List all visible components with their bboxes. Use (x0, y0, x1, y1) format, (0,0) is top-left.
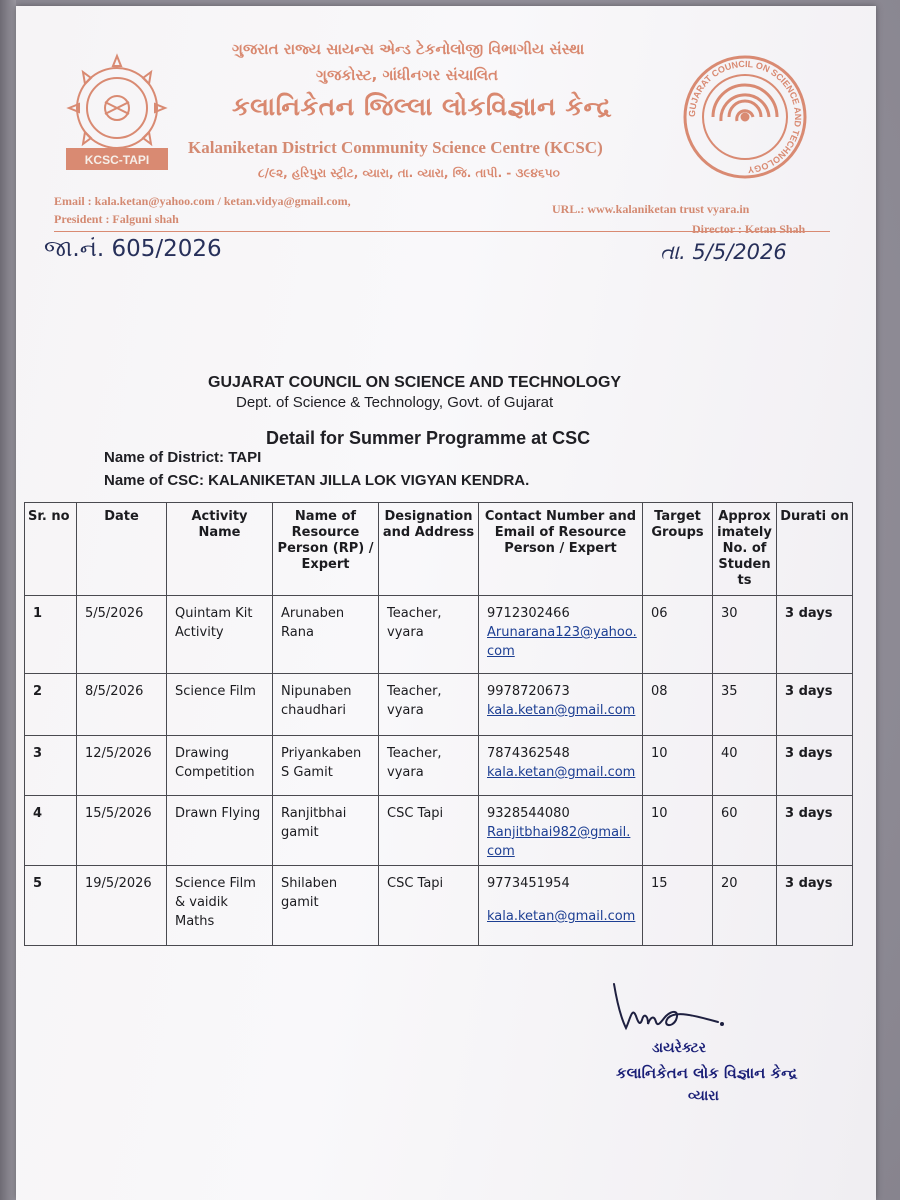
cell-phone: 9773451954 (487, 876, 570, 891)
cell-sr: 3 (25, 736, 77, 796)
letter-date: તા. 5/5/2026 (660, 240, 787, 264)
cell-contact (479, 796, 643, 866)
page-title: Detail for Summer Programme at CSC (266, 428, 591, 448)
table-row (25, 736, 853, 796)
cell-duration: 3 days (777, 796, 853, 866)
cell-sr: 5 (25, 866, 77, 946)
cell-date: 19/5/2026 (77, 866, 167, 946)
cell-designation: CSC Tapi (379, 796, 479, 866)
cell-designation: Teacher, vyara (379, 596, 479, 674)
background-edge (0, 0, 16, 1200)
letterhead-line-2: ગુજકોસ્ટ, ગાંધીનગર સંચાલિત (316, 66, 499, 84)
svg-text:KCSC-TAPI: KCSC-TAPI (84, 153, 150, 167)
cell-contact (479, 674, 643, 736)
stamp-place: વ્યારા (688, 1088, 719, 1104)
cell-date: 8/5/2026 (77, 674, 167, 736)
cell-contact (479, 866, 643, 946)
letterhead-president: President : Falguni shah (54, 212, 179, 226)
email-link[interactable]: kala.ketan@gmail.com (487, 703, 636, 718)
cell-sr: 4 (25, 796, 77, 866)
cell-target: 06 (643, 596, 713, 674)
dept-name: Dept. of Science & Technology, Govt. of Gujarat (236, 394, 554, 411)
column-header-activity: Activity Name (167, 503, 273, 596)
letterhead-english-name: Kalaniketan District Community Science Centre (KCSC) (188, 138, 603, 157)
cell-target: 08 (643, 674, 713, 736)
letterhead-email: Email : kala.ketan@yahoo.com / ketan.vidya@gmail.com, (54, 194, 351, 208)
cell-target: 15 (643, 866, 713, 946)
letterhead-line-1: ગુજરાત રાજ્ય સાયન્સ એન્ડ ટેકનોલોજી વિભાગીય સંસ્થા (232, 40, 585, 58)
stamp-centre-name: કલાનિકેતન લોક વિજ્ઞાન કેન્દ્ર (616, 1064, 798, 1082)
cell-date: 12/5/2026 (77, 736, 167, 796)
email-link[interactable]: kala.ketan@gmail.com (487, 765, 636, 780)
cell-phone: 9978720673 (487, 684, 570, 699)
cell-sr: 2 (25, 674, 77, 736)
cell-designation: Teacher, vyara (379, 674, 479, 736)
column-header-duration: Durati on (777, 503, 853, 596)
table-row (25, 866, 853, 946)
email-link[interactable]: Arunarana123@yahoo.com (487, 625, 637, 659)
cell-activity: Science Film (167, 674, 273, 736)
org-name: GUJARAT COUNCIL ON SCIENCE AND TECHNOLOGY (208, 374, 622, 391)
column-header-date: Date (77, 503, 167, 596)
cell-students: 20 (713, 866, 777, 946)
csc-name: Name of CSC: KALANIKETAN JILLA LOK VIGYAN KENDRA. (104, 472, 530, 489)
cell-contact (479, 736, 643, 796)
cell-students: 60 (713, 796, 777, 866)
cell-target: 10 (643, 736, 713, 796)
kcsc-logo (58, 52, 176, 174)
cell-date: 5/5/2026 (77, 596, 167, 674)
table-row (25, 596, 853, 674)
table-header-row (25, 503, 853, 596)
letterhead-centre-name: કલાનિકેતન જિલ્લા લોકવિજ્ઞાન કેન્દ્ર (232, 92, 612, 121)
cell-activity: Drawn Flying (167, 796, 273, 866)
cell-person: Arunaben Rana (273, 596, 379, 674)
cell-students: 40 (713, 736, 777, 796)
cell-contact (479, 596, 643, 674)
letterhead-address: ૮/૯૨, હરિપુરા સ્ટ્રીટ, વ્યારા, તા. વ્યારા, જિ. તાપી. - ૩૯૪૬૫૦ (258, 166, 560, 180)
table-row (25, 674, 853, 736)
cell-designation: Teacher, vyara (379, 736, 479, 796)
cell-person: Priyankaben S Gamit (273, 736, 379, 796)
cell-activity: Drawing Competition (167, 736, 273, 796)
cell-activity: Quintam Kit Activity (167, 596, 273, 674)
director-signature (606, 976, 746, 1038)
reference-number: જા.નં. 605/2026 (44, 236, 222, 262)
column-header-sr: Sr. no (25, 503, 77, 596)
district-name: Name of District: TAPI (104, 449, 262, 466)
cell-person: Nipunaben chaudhari (273, 674, 379, 736)
column-header-designation: Designation and Address (379, 503, 479, 596)
email-link[interactable]: Ranjitbhai982@gmail.com (487, 825, 631, 859)
cell-date: 15/5/2026 (77, 796, 167, 866)
cell-sr: 1 (25, 596, 77, 674)
cell-designation: CSC Tapi (379, 866, 479, 946)
svg-text:GUJARAT COUNCIL ON SCIENCE AND: GUJARAT COUNCIL ON SCIENCE AND TECHNOLOGY (686, 58, 804, 175)
gujcost-logo (682, 54, 808, 180)
stamp-designation: ડાયરેક્ટર (652, 1040, 707, 1056)
cell-phone: 9328544080 (487, 806, 570, 821)
letterhead-divider (54, 231, 830, 232)
table-row (25, 796, 853, 866)
email-link[interactable]: kala.ketan@gmail.com (487, 909, 636, 924)
letterhead-director: Director : Ketan Shah (692, 222, 806, 236)
cell-duration: 3 days (777, 674, 853, 736)
cell-phone: 9712302466 (487, 606, 570, 621)
cell-students: 35 (713, 674, 777, 736)
programme-table (24, 502, 853, 946)
cell-activity: Science Film & vaidik Maths (167, 866, 273, 946)
column-header-resource-person: Name of Resource Person (RP) / Expert (273, 503, 379, 596)
cell-duration: 3 days (777, 866, 853, 946)
cell-person: Ranjitbhai gamit (273, 796, 379, 866)
column-header-contact: Contact Number and Email of Resource Person / Expert (479, 503, 643, 596)
cell-phone: 7874362548 (487, 746, 570, 761)
cell-students: 30 (713, 596, 777, 674)
cell-target: 10 (643, 796, 713, 866)
cell-duration: 3 days (777, 596, 853, 674)
cell-person: Shilaben gamit (273, 866, 379, 946)
column-header-students: Approx imately No. of Studen ts (713, 503, 777, 596)
column-header-target-groups: Target Groups (643, 503, 713, 596)
letterhead-url: URL.: www.kalaniketan trust vyara.in (552, 202, 750, 216)
cell-duration: 3 days (777, 736, 853, 796)
